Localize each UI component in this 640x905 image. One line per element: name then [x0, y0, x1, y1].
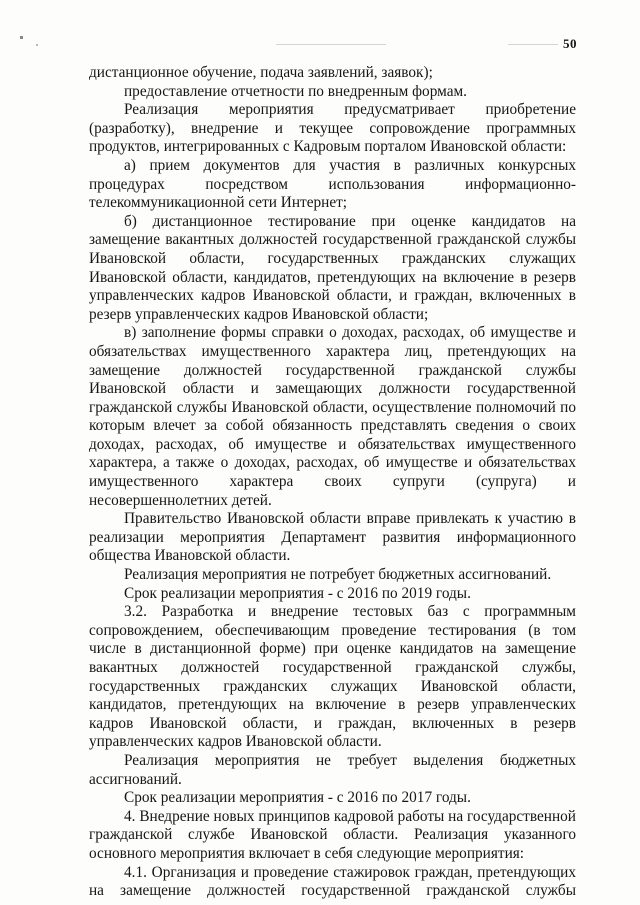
- paragraph: 3.2. Разработка и внедрение тестовых баз с программным сопровождением, обеспечивающим проведение тестирования (в том числе в дистанционной форме) при оценке кандидатов на замещение вакантных должностей государственной гражданской службы, государственных гражданских служащих Ивановской области, кандидатов, претендующих на включение в резерв управленческих кадров Ивановской области, и граждан, включенных в резерв управленческих кадров Ивановской области.: [89, 603, 576, 751]
- paragraph: 4.1. Организация и проведение стажировок граждан, претендующих на замещение должностей государственной гражданской службы: [89, 863, 576, 900]
- paragraph: Реализация мероприятия не требует выделения бюджетных ассигнований.: [89, 751, 576, 788]
- scan-artifact: [508, 44, 558, 45]
- paragraph: Реализация мероприятия не потребует бюджетных ассигнований.: [124, 566, 552, 584]
- document-body: [89, 64, 576, 901]
- paragraph: предоставление отчетности по внедренным формам.: [124, 82, 467, 100]
- paragraph: дистанционное обучение, подача заявлений, заявок);: [89, 64, 433, 81]
- page-number: 50: [563, 36, 577, 51]
- paragraph: Реализация мероприятия предусматривает приобретение (разработку), внедрение и текущее сопровождение программных продуктов, интегрированных с Кадровым порталом Ивановской области:: [89, 101, 576, 156]
- paragraph: в) заполнение формы справки о доходах, расходах, об имуществе и обязательствах имущественного характера лиц, претендующих на замещение должностей государственной гражданской службы Ивановской области и замещающих должности государственной гражданской службы Ивановской области, осуществление полномочий по которым влечет за собой обязанность представлять сведения о своих доходах, расходах, об имуществе и обязательствах имущественного характера, а также о доходах, расходах, об имуществе и обязательствах имущественного характера своих супруги (супруга) и несовершеннолетних детей.: [89, 324, 576, 509]
- paragraph: а) прием документов для участия в различных конкурсных процедурах посредством использования информационно-телекоммуникационной сети Интернет;: [89, 156, 576, 212]
- scan-artifact: [36, 44, 38, 46]
- paragraph: 4. Внедрение новых принципов кадровой работы на государственной гражданской службе Ивановской области. Реализация указанного основного мероприятия включает в себя следующие мероприятия:: [89, 807, 576, 862]
- paragraph: Срок реализации мероприятия - с 2016 по 2019 годы.: [124, 584, 471, 602]
- paragraph: Срок реализации мероприятия - с 2016 по 2017 годы.: [124, 789, 471, 807]
- paragraph: Правительство Ивановской области вправе привлекать к участию в реализации мероприятия Департамент развития информационного общества Ивановской области.: [89, 510, 576, 565]
- scan-artifact: [20, 36, 23, 39]
- paragraph: б) дистанционное тестирование при оценке кандидатов на замещение вакантных должностей государственной гражданской службы Ивановской области, государственных гражданских служащих Ивановской области, кандидатов, претендующих на включение в резерв управленческих кадров Ивановской области, и граждан, включенных в резерв управленческих кадров Ивановской области;: [89, 212, 576, 323]
- scan-artifact: [276, 44, 386, 45]
